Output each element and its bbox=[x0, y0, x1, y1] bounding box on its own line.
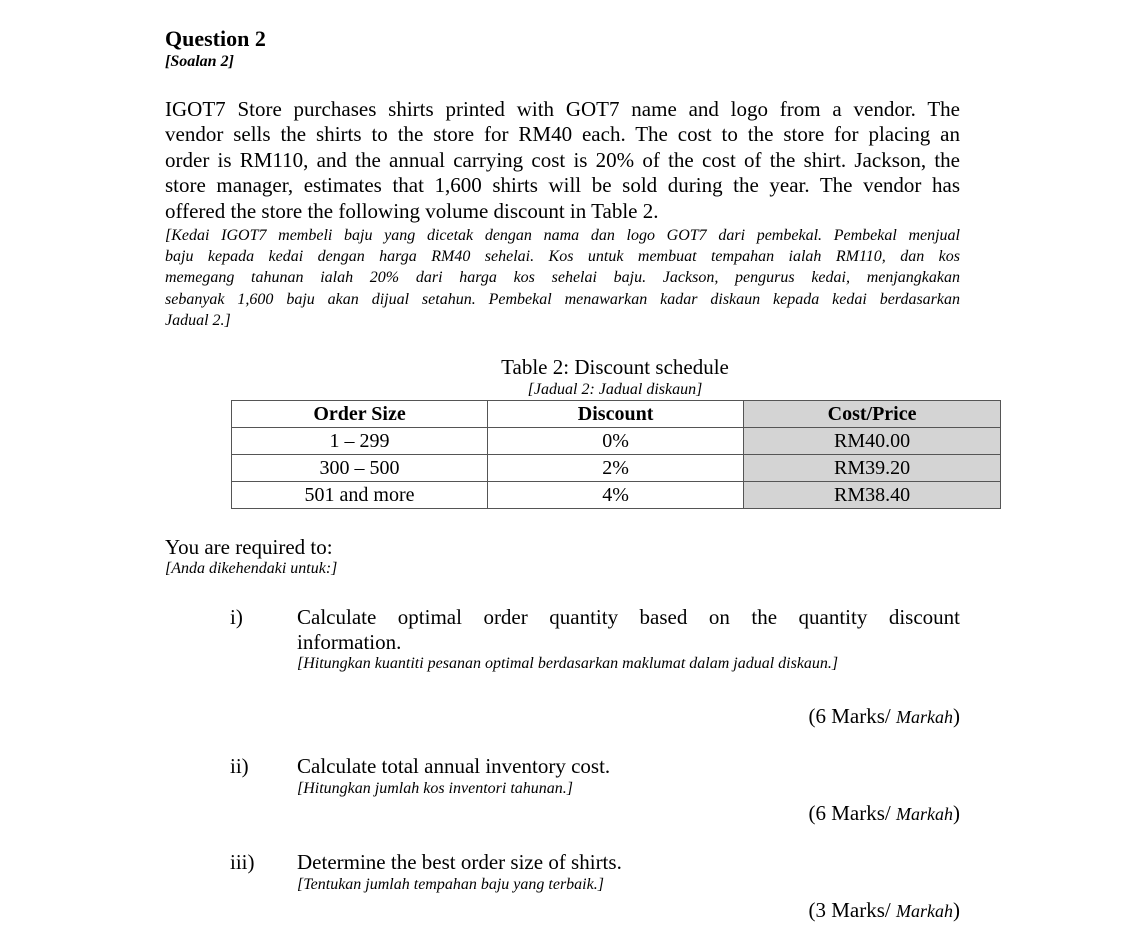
order-size-cell: 501 and more bbox=[232, 482, 488, 509]
table-row bbox=[232, 482, 1001, 509]
item-text-line: Calculate optimal order quantity based on the quantity discount bbox=[297, 605, 960, 629]
intro-en-line: order is RM110, and the annual carrying cost is 20% of the cost of the shirt. Jackson, the bbox=[165, 147, 960, 172]
item-text-my: [Hitungkan jumlah kos inventori tahunan.] bbox=[297, 780, 573, 797]
question-subheading: [Soalan 2] bbox=[165, 53, 234, 70]
table-row bbox=[232, 455, 1001, 482]
intro-en-line: vendor sells the shirts to the store for RM40 each. The cost to the store for placing an bbox=[165, 122, 960, 147]
marks-label bbox=[809, 898, 961, 923]
marks-text: (6 Marks/ bbox=[808, 704, 891, 728]
marks-text-my: Markah bbox=[896, 804, 953, 824]
marks-label bbox=[809, 704, 961, 729]
header-discount: Discount bbox=[488, 401, 744, 428]
intro-my-line: [Kedai IGOT7 membeli baju yang dicetak dengan nama dan logo GOT7 dari pembekal. Pembekal menjual bbox=[165, 227, 960, 244]
intro-paragraph-my bbox=[165, 225, 960, 331]
discount-cell: 2% bbox=[488, 455, 744, 482]
item-number: iii) bbox=[230, 850, 255, 874]
discount-cell: 4% bbox=[488, 482, 744, 509]
marks-text: (3 Marks/ bbox=[808, 898, 891, 922]
intro-my-line: baju kepada kedai dengan harga RM40 sehelai. Kos untuk membuat tempahan ialah RM110, dan kos bbox=[165, 248, 960, 266]
table-row bbox=[232, 428, 1001, 455]
table-subtitle: [Jadual 2: Jadual diskaun] bbox=[527, 381, 703, 398]
intro-en-line: store manager, estimates that 1,600 shirts will be sold during the year. The vendor has bbox=[165, 173, 960, 198]
intro-my-line: memegang tahunan ialah 20% dari harga kos sehelai baju. Jackson, pengurus kedai, menjangkakan bbox=[165, 269, 960, 287]
table-header-row bbox=[232, 401, 1001, 428]
discount-table bbox=[231, 400, 1001, 509]
item-text-my: [Tentukan jumlah tempahan baju yang terbaik.] bbox=[297, 876, 604, 893]
intro-my-line: Jadual 2.] bbox=[165, 311, 231, 329]
item-number: ii) bbox=[230, 754, 249, 778]
required-label: You are required to: bbox=[165, 535, 333, 559]
marks-label bbox=[809, 801, 961, 826]
header-cost-price: Cost/Price bbox=[744, 401, 1001, 428]
intro-paragraph-en bbox=[165, 97, 960, 224]
intro-my-line: sebanyak 1,600 baju akan dijual setahun. Pembekal menawarkan kadar diskaun kepada kedai berdasarkan bbox=[165, 290, 960, 308]
item-text-en: Calculate total annual inventory cost. bbox=[297, 754, 611, 778]
intro-en-line: offered the store the following volume discount in Table 2. bbox=[165, 198, 659, 223]
marks-close: ) bbox=[953, 801, 960, 825]
header-order-size: Order Size bbox=[232, 401, 488, 428]
table-title: Table 2: Discount schedule bbox=[501, 355, 729, 379]
marks-close: ) bbox=[953, 898, 960, 922]
cost-price-cell: RM39.20 bbox=[744, 455, 1001, 482]
discount-cell: 0% bbox=[488, 428, 744, 455]
order-size-cell: 300 – 500 bbox=[232, 455, 488, 482]
marks-close: ) bbox=[953, 704, 960, 728]
cost-price-cell: RM40.00 bbox=[744, 428, 1001, 455]
item-text-my: [Hitungkan kuantiti pesanan optimal berdasarkan maklumat dalam jadual diskaun.] bbox=[297, 655, 839, 672]
item-text-en bbox=[297, 605, 960, 655]
cost-price-cell: RM38.40 bbox=[744, 482, 1001, 509]
marks-text-my: Markah bbox=[896, 707, 953, 727]
question-heading: Question 2 bbox=[165, 26, 266, 51]
item-number: i) bbox=[230, 605, 243, 629]
marks-text: (6 Marks/ bbox=[808, 801, 891, 825]
intro-en-line: IGOT7 Store purchases shirts printed with GOT7 name and logo from a vendor. The bbox=[165, 97, 960, 121]
order-size-cell: 1 – 299 bbox=[232, 428, 488, 455]
item-text-line: information. bbox=[297, 630, 402, 654]
required-label-my: [Anda dikehendaki untuk:] bbox=[165, 560, 338, 577]
marks-text-my: Markah bbox=[896, 901, 953, 921]
item-text-en: Determine the best order size of shirts. bbox=[297, 850, 622, 874]
